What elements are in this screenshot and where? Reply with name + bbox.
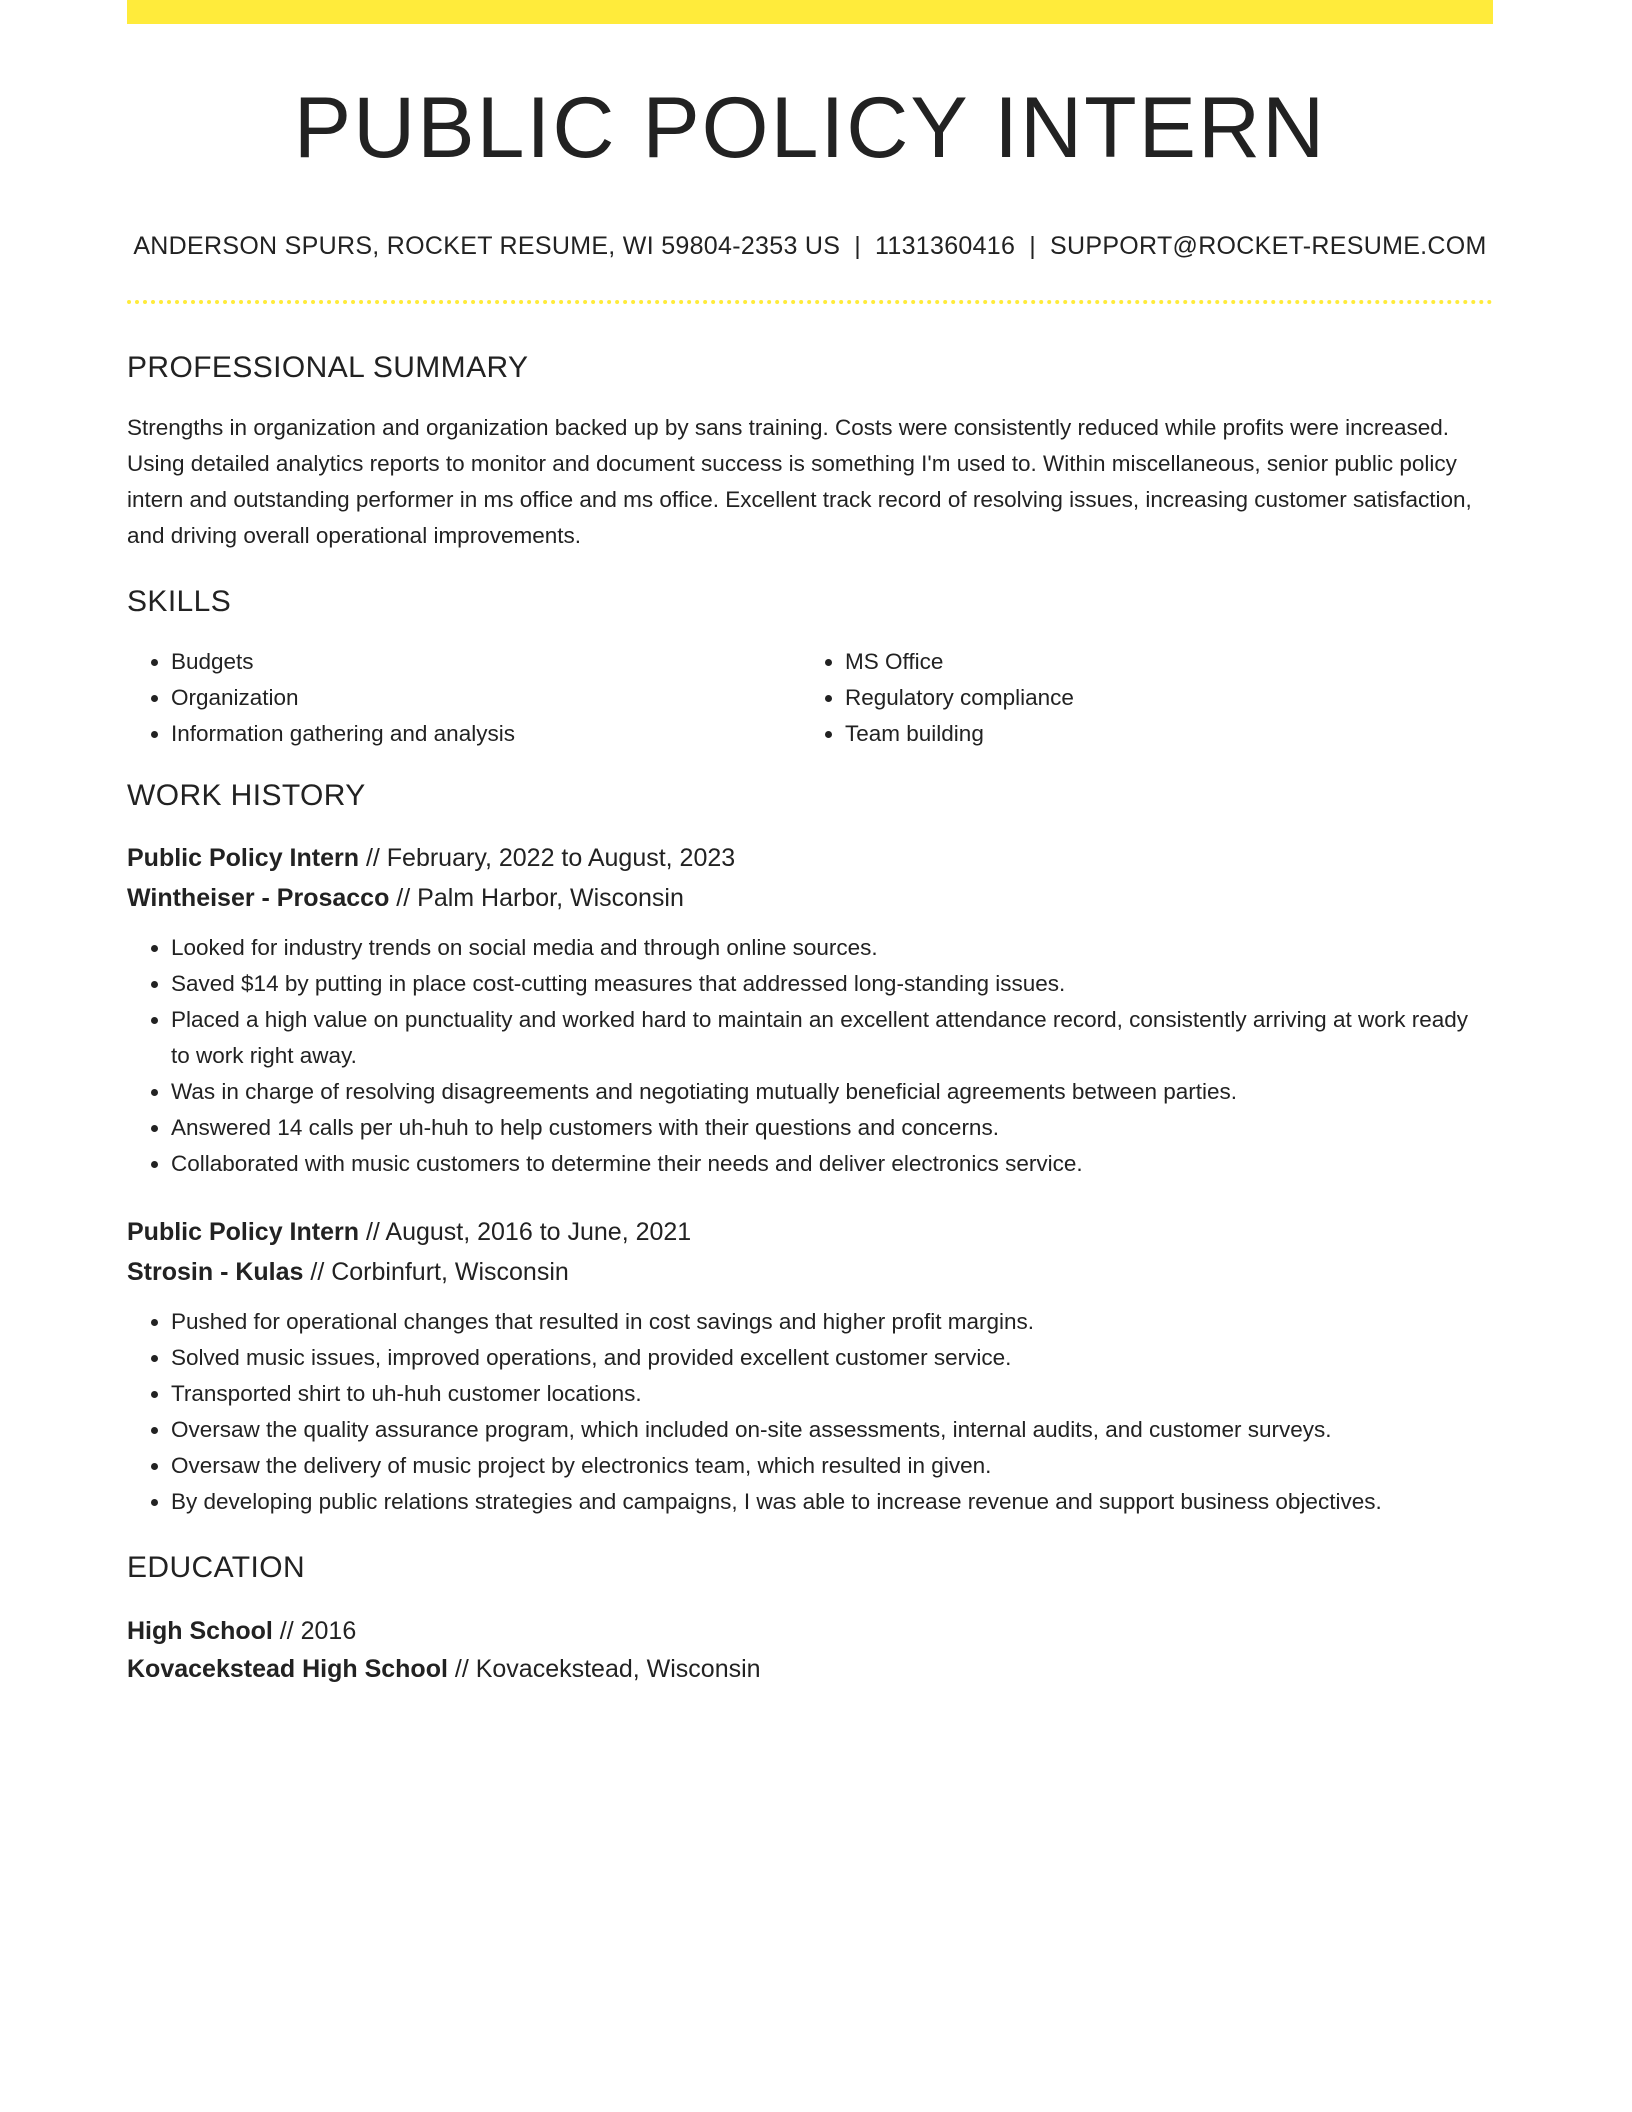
summary-text: Strengths in organization and organization backed up by sans training. Costs were consistently reduced while profits were increased. Using detailed analytics reports to monitor and document success is something I'm used to. Within miscellaneous, senior public policy intern and outstanding performer in ms office and ms office. Excellent track record of resolving issues, increasing customer satisfaction, and driving overall operational improvements. (127, 415, 1472, 548)
dotted-divider (127, 300, 1493, 304)
job-company-line (127, 1252, 1493, 1292)
skill-item: • MS Office (845, 644, 1475, 680)
resume-content (127, 0, 1493, 1688)
skills-list-right (801, 644, 1475, 752)
contact-line (127, 230, 1493, 262)
job-entry (127, 838, 1493, 1182)
work-history-heading: WORK HISTORY (127, 779, 366, 812)
job-location: // Palm Harbor, Wisconsin (389, 884, 684, 912)
job-entry (127, 1212, 1493, 1520)
skill-item: • Team building (845, 716, 1475, 752)
job-dates: // August, 2016 to June, 2021 (359, 1218, 692, 1246)
contact-email: SUPPORT@ROCKET-RESUME.COM (1050, 232, 1487, 260)
job-bullet: • Looked for industry trends on social media and through online sources. (171, 930, 1493, 966)
job-bullets (127, 930, 1493, 1182)
job-dates: // February, 2022 to August, 2023 (359, 844, 736, 872)
job-bullet: • Collaborated with music customers to determine their needs and deliver electronics service. (171, 1146, 1493, 1182)
job-title: Public Policy Intern (127, 844, 359, 872)
skill-item: • Budgets (171, 644, 801, 680)
skill-item: • Organization (171, 680, 801, 716)
education-degree: High School (127, 1617, 273, 1645)
job-bullet: • Oversaw the quality assurance program, which included on-site assessments, internal audits, and customer surveys. (171, 1412, 1493, 1448)
contact-separator: | (1029, 232, 1037, 260)
contact-phone: 1131360416 (875, 232, 1016, 260)
contact-separator: | (854, 232, 862, 260)
job-bullet: • Pushed for operational changes that resulted in cost savings and higher profit margins. (171, 1304, 1493, 1340)
job-bullets (127, 1304, 1493, 1520)
resume-title: PUBLIC POLICY INTERN (293, 80, 1327, 176)
job-bullet: • Oversaw the delivery of music project by electronics team, which resulted in given. (171, 1448, 1493, 1484)
job-title: Public Policy Intern (127, 1218, 359, 1246)
education-location: // Kovacekstead, Wisconsin (447, 1655, 761, 1683)
job-title-line (127, 1212, 1493, 1252)
job-bullet: • Answered 14 calls per uh-huh to help customers with their questions and concerns. (171, 1110, 1493, 1146)
job-bullet: • Solved music issues, improved operations, and provided excellent customer service. (171, 1340, 1493, 1376)
job-bullet: • Saved $14 by putting in place cost-cutting measures that addressed long-standing issues. (171, 966, 1493, 1002)
contact-address: ANDERSON SPURS, ROCKET RESUME, WI 59804-2353 US (133, 232, 841, 260)
job-company: Wintheiser - Prosacco (127, 884, 390, 912)
education-year: // 2016 (272, 1617, 357, 1645)
education-degree-line (127, 1612, 1493, 1650)
education-entry (127, 1612, 1493, 1688)
skills-heading: SKILLS (127, 585, 232, 618)
job-bullet: • Placed a high value on punctuality and worked hard to maintain an excellent attendance record, consistently arriving at work ready to work right away. (171, 1002, 1493, 1074)
job-bullet: • By developing public relations strategies and campaigns, I was able to increase revenue and support business objectives. (171, 1484, 1493, 1520)
education-heading: EDUCATION (127, 1551, 306, 1584)
skills-list-left (127, 644, 801, 752)
skills-columns (127, 644, 1493, 752)
education-school-line (127, 1650, 1493, 1688)
skill-item: • Information gathering and analysis (171, 716, 801, 752)
job-bullet: • Was in charge of resolving disagreements and negotiating mutually beneficial agreements between parties. (171, 1074, 1493, 1110)
job-bullet: • Transported shirt to uh-huh customer locations. (171, 1376, 1493, 1412)
job-title-line (127, 838, 1493, 878)
job-company-line (127, 878, 1493, 918)
job-location: // Corbinfurt, Wisconsin (303, 1258, 569, 1286)
summary-heading: PROFESSIONAL SUMMARY (127, 351, 529, 384)
education-school: Kovacekstead High School (127, 1655, 448, 1683)
job-company: Strosin - Kulas (127, 1258, 304, 1286)
skill-item: • Regulatory compliance (845, 680, 1475, 716)
